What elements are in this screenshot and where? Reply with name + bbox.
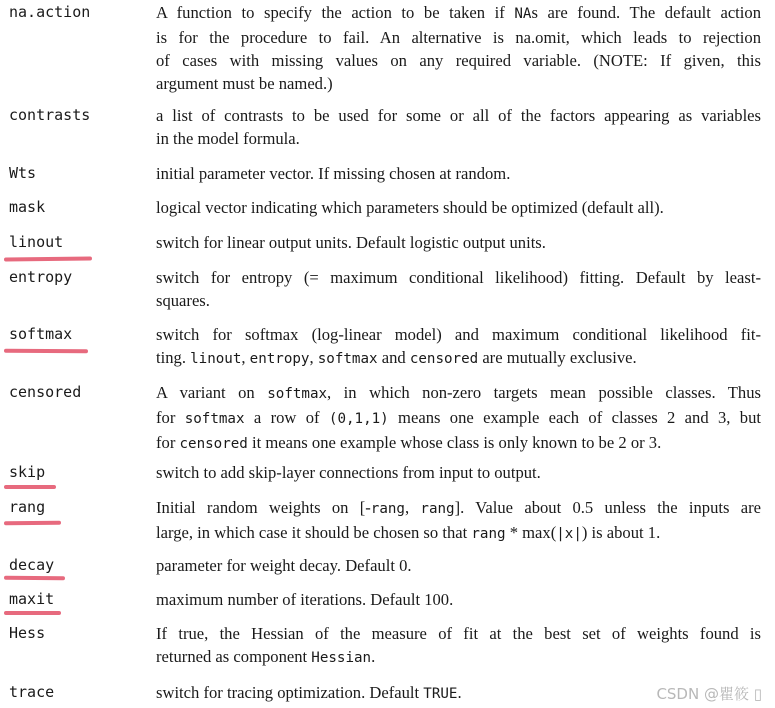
text-run: initial parameter vector. If missing chosen at random. bbox=[156, 164, 511, 183]
code-text: softmax bbox=[317, 351, 378, 367]
code-text: (0,1,1) bbox=[328, 411, 389, 427]
text-run: large, in which case it should be chosen so that bbox=[156, 523, 472, 542]
description-line bbox=[156, 1, 761, 26]
text-run: , bbox=[404, 498, 421, 517]
description-line bbox=[156, 406, 761, 431]
arg-description bbox=[156, 461, 761, 484]
description-line bbox=[156, 431, 761, 456]
text-run: returned as component bbox=[156, 647, 312, 666]
description-line bbox=[156, 104, 761, 127]
arg-name: mask bbox=[9, 198, 46, 216]
text-run: and bbox=[377, 348, 410, 367]
arg-description bbox=[156, 323, 761, 371]
text-run: . bbox=[457, 683, 462, 702]
text-run: for bbox=[156, 408, 185, 427]
code-text: rang bbox=[370, 501, 405, 517]
description-line bbox=[156, 521, 761, 546]
text-run: A function to specify the action to be taken if bbox=[156, 3, 515, 22]
description-line bbox=[156, 622, 761, 645]
text-run: is for the procedure to fail. An alternative is na.omit, which leads to rejection bbox=[156, 28, 761, 47]
text-run: it means one example whose class is only known to be 2 or 3. bbox=[247, 433, 662, 452]
arg-name: censored bbox=[9, 383, 82, 401]
description-line bbox=[156, 231, 761, 254]
text-run: switch for linear output units. Default logistic output units. bbox=[156, 233, 546, 252]
code-text: TRUE bbox=[423, 686, 458, 702]
description-line bbox=[156, 162, 761, 185]
text-run: , in which non-zero targets mean possible classes. Thus bbox=[327, 383, 761, 402]
code-text: softmax bbox=[184, 411, 245, 427]
arg-description bbox=[156, 266, 761, 312]
text-run: maximum number of iterations. Default 100. bbox=[156, 590, 454, 609]
text-run: switch for entropy (= maximum conditional likelihood) fitting. Default by least- bbox=[156, 268, 761, 287]
text-run: * max( bbox=[505, 523, 557, 542]
text-run: ting. bbox=[156, 348, 191, 367]
description-line bbox=[156, 381, 761, 406]
text-run: squares. bbox=[156, 291, 210, 310]
arg-description bbox=[156, 231, 761, 254]
text-run: are mutually exclusive. bbox=[478, 348, 637, 367]
text-run: s are found. The default action bbox=[531, 3, 761, 22]
description-line bbox=[156, 266, 761, 289]
code-text: Hessian bbox=[311, 650, 372, 666]
text-run: If true, the Hessian of the measure of fit at the best set of weights found is bbox=[156, 624, 761, 643]
description-line bbox=[156, 346, 761, 371]
text-run: a list of contrasts to be used for some or all of the factors appearing as variables bbox=[156, 106, 761, 125]
text-run: switch to add skip-layer connections from input to output. bbox=[156, 463, 541, 482]
description-line bbox=[156, 588, 761, 611]
text-run: A variant on bbox=[156, 383, 268, 402]
code-text: linout bbox=[190, 351, 242, 367]
arg-name: decay bbox=[9, 556, 55, 574]
arg-name: rang bbox=[9, 498, 46, 516]
description-line bbox=[156, 26, 761, 49]
text-run: Initial random weights on [- bbox=[156, 498, 371, 517]
arg-name: Hess bbox=[9, 624, 46, 642]
arg-description bbox=[156, 104, 761, 150]
description-line bbox=[156, 49, 761, 72]
description-line bbox=[156, 72, 761, 95]
watermark: CSDN @瞿筱 ▯ bbox=[656, 685, 762, 703]
code-text: NA bbox=[514, 6, 532, 22]
arg-name: Wts bbox=[9, 164, 37, 182]
highlight-underline bbox=[4, 611, 61, 615]
text-run: ]. Value about 0.5 unless the inputs are bbox=[454, 498, 762, 517]
text-run: switch for softmax (log-linear model) and maximum conditional likelihood fit- bbox=[156, 325, 761, 344]
description-line bbox=[156, 461, 761, 484]
description-line bbox=[156, 196, 761, 219]
code-text: rang bbox=[471, 526, 506, 542]
arg-name: trace bbox=[9, 683, 55, 701]
text-run: parameter for weight decay. Default 0. bbox=[156, 556, 412, 575]
arg-description bbox=[156, 1, 761, 95]
code-text: entropy bbox=[249, 351, 310, 367]
description-line bbox=[156, 127, 761, 150]
text-run: , bbox=[241, 348, 250, 367]
arg-description bbox=[156, 381, 761, 456]
text-run: for bbox=[156, 433, 180, 452]
text-run: , bbox=[309, 348, 318, 367]
description-line bbox=[156, 554, 761, 577]
highlight-underline bbox=[4, 521, 61, 525]
arg-name: na.action bbox=[9, 3, 91, 21]
code-text: rang bbox=[420, 501, 455, 517]
arg-description bbox=[156, 162, 761, 185]
code-text: |x| bbox=[556, 526, 582, 542]
text-run: . bbox=[371, 647, 376, 666]
text-run: logical vector indicating which parameters should be optimized (default all). bbox=[156, 198, 664, 217]
highlight-underline bbox=[4, 576, 65, 581]
text-run: of cases with missing values on any required variable. (NOTE: If given, this bbox=[156, 51, 761, 70]
arg-name: entropy bbox=[9, 268, 73, 286]
arg-name: skip bbox=[9, 463, 46, 481]
arg-name: contrasts bbox=[9, 106, 91, 124]
description-line bbox=[156, 323, 761, 346]
highlight-underline bbox=[4, 349, 88, 354]
code-text: softmax bbox=[267, 386, 328, 402]
arg-description bbox=[156, 588, 761, 611]
arg-name: linout bbox=[9, 233, 64, 251]
code-text: censored bbox=[409, 351, 479, 367]
description-line bbox=[156, 645, 761, 670]
text-run: ) is about 1. bbox=[581, 523, 661, 542]
description-line bbox=[156, 289, 761, 312]
description-line bbox=[156, 496, 761, 521]
arg-name: softmax bbox=[9, 325, 73, 343]
arg-description bbox=[156, 496, 761, 546]
text-run: means one example each of classes 2 and 3, but bbox=[388, 408, 761, 427]
arg-description bbox=[156, 196, 761, 219]
text-run: in the model formula. bbox=[156, 129, 300, 148]
text-run: argument must be named.) bbox=[156, 74, 333, 93]
text-run: a row of bbox=[244, 408, 329, 427]
arg-description bbox=[156, 554, 761, 577]
arg-description bbox=[156, 622, 761, 670]
code-text: censored bbox=[179, 436, 248, 452]
highlight-underline bbox=[4, 485, 56, 489]
text-run: switch for tracing optimization. Default bbox=[156, 683, 424, 702]
arg-name: maxit bbox=[9, 590, 55, 608]
